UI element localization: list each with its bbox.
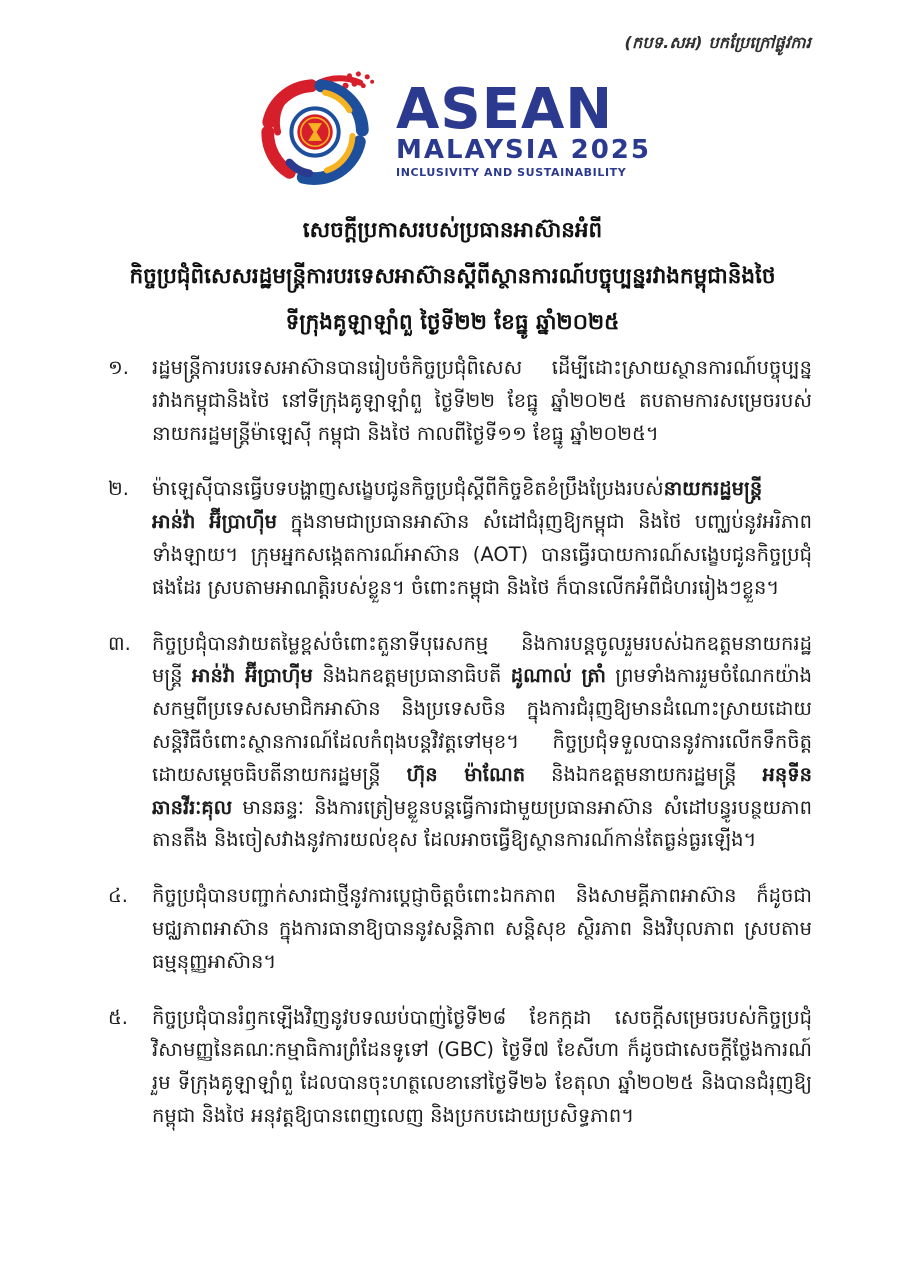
paragraph-text: ម៉ាឡេស៊ីបានធ្វើបទបង្ហាញសង្ខេបជូនកិច្ចប្រជុំស្ដីពីកិច្ចខិតខំប្រឹងប្រែងរបស់នាយករដ្ឋមន្ត្រី អាន់វ៉ា អ៊ីប្រាហ៊ីម ក្នុងនាមជាប្រធានអាស៊ាន សំដៅជំរុញឱ្យកម្ពុជា និងថៃ បញ្ឈប់នូវអរិភាពទាំងឡាយ។ ក្រុមអ្នកសង្កេតការណ៍អាស៊ាន (AOT) បានធ្វើរបាយការណ៍សង្ខេបជូនកិច្ចប្រជុំផងដែរ ស្របតាមអាណត្តិរបស់ខ្លួន។ ចំពោះកម្ពុជា និងថៃ ក៏បានលើកអំពីជំហររៀងៗខ្លួន។: [152, 477, 812, 599]
asean-swirl-icon: [254, 70, 382, 192]
title-line-1: សេចក្ដីប្រកាសរបស់ប្រធានអាស៊ានអំពី: [302, 218, 603, 243]
logo-tagline: INCLUSIVITY AND SUSTAINABILITY: [396, 166, 627, 180]
title-line-3: ទីក្រុងគូឡាឡាំពួ ថ្ងៃទី២២ ខែធ្នូ ឆ្នាំ២០២៥: [285, 310, 620, 335]
paragraph-number: ២.: [108, 477, 129, 501]
logo-text: [396, 76, 651, 180]
paragraph: [108, 473, 812, 604]
body-paragraphs: [108, 352, 812, 1156]
paragraph-number: ៥.: [108, 1005, 129, 1029]
paragraph-text: រដ្ឋមន្ត្រីការបរទេសអាស៊ានបានរៀបចំកិច្ចប្រជុំពិសេស ដើម្បីដោះស្រាយស្ថានការណ៍បច្ចុប្បន្ន រវាងកម្ពុជានិងថៃ នៅទីក្រុងគូឡាឡាំពួ ថ្ងៃទី២២ ខែធ្នូ ឆ្នាំ២០២៥ តបតាមការសម្រេចរបស់នាយករដ្ឋមន្ត្រីម៉ាឡេស៊ី កម្ពុជា និងថៃ កាលពីថ្ងៃទី១១ ខែធ្នូ ឆ្នាំ២០២៥។: [152, 356, 812, 445]
paragraph: [108, 352, 812, 450]
paragraph-number: ៣.: [108, 631, 131, 655]
logo-malaysia-2025: MALAYSIA 2025: [396, 135, 651, 166]
paragraph-text: កិច្ចប្រជុំបានវាយតម្លៃខ្ពស់ចំពោះតួនាទីបុរេសកម្ម និងការបន្តចូលរួមរបស់ឯកឧត្តមនាយករដ្ឋមន្ត្រី អាន់វ៉ា អ៊ីប្រាហ៊ីម និងឯកឧត្តមប្រធានាធិបតី ដូណាល់ ត្រាំ ព្រមទាំងការរួមចំណែកយ៉ាងសកម្មពីប្រទេសសមាជិកអាស៊ាន និងប្រទេសចិន ក្នុងការជំរុញឱ្យមានដំណោះស្រាយដោយសន្តិវិធីចំពោះស្ថានការណ៍ដែលកំពុងបន្តវិវត្តទៅមុខ។ កិច្ចប្រជុំទទួលបាននូវការលើកទឹកចិត្ត ដោយសម្ដេចធិបតីនាយករដ្ឋមន្ត្រី ហ៊ុន ម៉ាណែត និងឯកឧត្តមនាយករដ្ឋមន្ត្រី អនុទីន ឆានវីរៈគុល មានឆន្ទៈ និងការត្រៀមខ្លួនបន្តធ្វើការជាមួយប្រធានអាស៊ាន សំដៅបន្ធូរបន្ថយភាពតានតឹង និងចៀសវាងនូវការយល់ខុស ដែលអាចធ្វើឱ្យស្ថានការណ៍កាន់តែធ្ងន់ធ្ងរឡើង។: [152, 631, 812, 852]
title-line-2: កិច្ចប្រជុំពិសេសរដ្ឋមន្ត្រីការបរទេសអាស៊ានស្ដីពីស្ថានការណ៍បច្ចុប្បន្នរវាងកម្ពុជានិងថៃ: [129, 264, 776, 289]
paragraph-text: កិច្ចប្រជុំបានបញ្ជាក់សារជាថ្មីនូវការប្ដេជ្ញាចិត្តចំពោះឯកភាព និងសាមគ្គីភាពអាស៊ាន ក៏ដូចជាមជ្ឈភាពអាស៊ាន ក្នុងការធានាឱ្យបាននូវសន្តិភាព សន្តិសុខ ស្ថិរភាព និងវិបុលភាព ស្របតាមធម្មនុញ្ញអាស៊ាន។: [152, 884, 812, 973]
asean-malaysia-2025-logo: [0, 70, 905, 192]
logo-asean-wordmark: ASEAN: [396, 76, 614, 142]
paragraph-text: កិច្ចប្រជុំបានរំឭកឡើងវិញនូវបទឈប់បាញ់ថ្ងៃទី២៨ ខែកក្កដា សេចក្ដីសម្រេចរបស់កិច្ចប្រជុំវិសាមញ្ញនៃគណៈកម្មាធិការព្រំដែនទូទៅ (GBC) ថ្ងៃទី៧ ខែសីហា ក៏ដូចជាសេចក្ដីថ្លែងការណ៍រួម ទីក្រុងគូឡាឡាំពួ ដែលបានចុះហត្ថលេខានៅថ្ងៃទី២៦ ខែតុលា ឆ្នាំ២០២៥ និងបានជំរុញឱ្យកម្ពុជា និងថៃ អនុវត្តឱ្យបានពេញលេញ និងប្រកបដោយប្រសិទ្ធភាព។: [152, 1005, 812, 1127]
header-note: (កបទ.សអ) បកប្រែក្រៅផ្លូវការ: [624, 33, 811, 52]
paragraph: [108, 628, 812, 858]
paragraph: [108, 1002, 812, 1133]
document-title: [60, 208, 845, 346]
paragraph-number: ៤.: [108, 884, 129, 908]
paragraph-number: ១.: [108, 356, 129, 379]
paragraph: [108, 880, 812, 978]
